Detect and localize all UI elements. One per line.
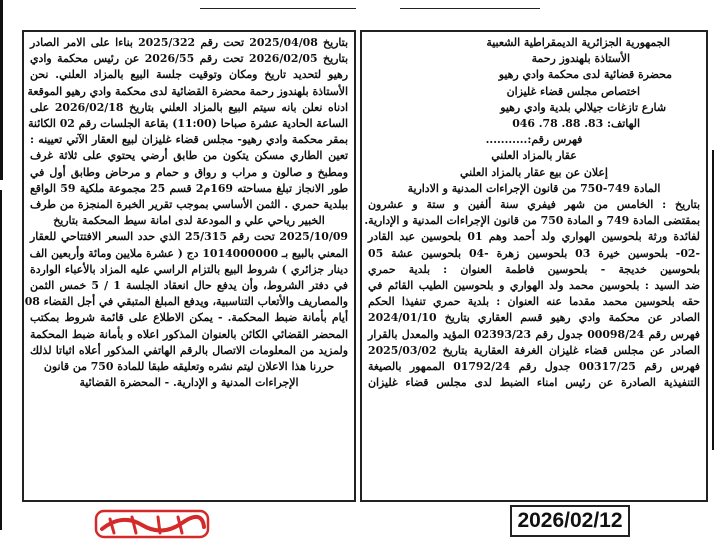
body-line: بمقتضى المادة 749 و المادة 750 من قانون الإجراءات المدنية و الإدارية. (364, 214, 700, 228)
body-line: والمصاريف والأتعاب التناسبية، ويدفع المبلغ المتبقي في أجل القضاء 08 (24, 295, 348, 309)
body-line: الصادر عن محكمة وادي رهيو قسم العقاري بتاريخ 2024/01/10 (368, 311, 700, 325)
body-line: بتاريخ 2025/04/08 تحت رقم 2025/322 بناءا على الامر الصادر (30, 36, 348, 49)
right-column (360, 30, 708, 502)
body-line: بتاريخ : الخامس من شهر فيفري سنة ألفين و ستة و عشرون (368, 198, 700, 212)
office-address: شارع تازغات جيلالي بلدية وادي رهيو (500, 100, 666, 114)
body-line: بمقر محكمة وادي رهيو- مجلس قضاء غليزان لبيع العقار الآتي تعيينه : (30, 133, 348, 147)
body-line: ادناه نعلن بانه سيتم البيع بالمزاد العلني بتاريخ 2026/02/18 على (30, 100, 348, 114)
body-line: الصادر عن مجلس قضاء غليزان الغرفة العقارية بتاريخ 2025/03/02 (368, 343, 700, 357)
court-jurisdiction: اختصاص مجلس قضاء غليزان (506, 84, 640, 98)
top-separator-left (200, 8, 356, 9)
closing-signature-line: الإجراءات المدنية و الإدارية. - المحضرة القضائية (79, 376, 299, 390)
notice-title: إعلان عن بيع عقار بالمزاد العلني (460, 165, 608, 179)
body-line: حررنا هذا الاعلان ليتم نشره وتعليقه طبقا للمادة 750 من قانون (43, 360, 335, 374)
body-line: دينار جزائري ) شروط البيع بالتزام الراسي عليه المزاد بالأعباء الواردة (30, 262, 348, 276)
body-line: -02- بلحوسين خيرة 03 بلحوسين زهرة -04 بلحوسين عشة 05 (368, 246, 701, 260)
body-line: تعين الطاري مسكن يتكون من طابق أرضي يحتوي على ثلاثة غرف (30, 149, 348, 163)
newspaper-logo-mark (92, 505, 212, 541)
body-line: الساعة الحادية عشرة صباحا (11:00) بقاعة الجلسات رقم 02 الكائنة (28, 117, 348, 131)
left-margin-rule (0, 0, 3, 180)
body-line: طور الانجاز تبلغ مساحته 169م2 قسم 25 مجموعة ملكية 59 الواقع (30, 181, 348, 195)
body-line: ولمزيد من المعلومات الاتصال بالرقم الهاتفي المذكور أعلاه اثباتا لذلك (30, 343, 348, 357)
body-line: 2025/10/09 تحت رقم 25/315 الذي حدد السعر الافتتاحي للعقار (30, 230, 348, 244)
top-separator-right (400, 8, 540, 9)
body-line: الأستاذة بلهندوز رحمة محضرة القضائية لدى محكمة وادي رهيو الموقعة (27, 84, 348, 98)
body-line: حقه بلحوسين محمد مقدما عنه العنوان : بلدية حمري تنفيذا الحكم (368, 295, 700, 309)
body-line: بلحوسين خديجة - بلحوسين فاطمة العنوان : بلدية حمري (368, 262, 700, 276)
publication-date: 2026/02/12 (510, 505, 630, 537)
legal-article: المادة 749-750 من قانون الإجراءات المدنية و الادارية (407, 181, 661, 195)
republic-header: الجمهورية الجزائرية الديمقراطية الشعبية (486, 36, 670, 49)
body-line: في دفتر الشروط، وأن يدفع حال انعقاد الجلسة 1 / 5 خمس الثمن (30, 279, 348, 293)
left-column (22, 30, 356, 502)
body-line: الخبير رياحي علي و المودعة لدى امانة سيط المحكمة بتاريخ (53, 214, 325, 228)
body-line: رهيو لتحديد تاريخ ومكان وتوقيت جلسة البيع بالمزاد العلني. نحن (30, 68, 348, 82)
notice-heading: عقار بالمزاد العلني (491, 149, 577, 163)
bailiff-court: محضرة قضائية لدى محكمة وادي رهيو (498, 68, 672, 82)
office-phone: الهاتف: 83. 88. 78. 046 (512, 117, 640, 131)
body-line: ومطبخ و صالون و مراب و رواق و حمام و مرحاض وطابق أول في (30, 165, 348, 179)
body-line: فهرس رقم 00098/24 جدول رقم 02393/23 المؤيد والمعدل بالقرار (368, 327, 700, 341)
index-number: فهرس رقم:........... (485, 133, 583, 147)
body-line: المعني بالبيع بـ 1014000000 دج ( عشرة ملايين ومائة وأربعين الف (29, 246, 348, 260)
bailiff-name: الأستاذة بلهندوز رحمة (531, 52, 630, 66)
body-line: بتاريخ 2026/02/05 تحت رقم 2026/55 عن رئيس محكمة وادي (30, 52, 349, 66)
body-line: ببلدية حمري . الثمن الأساسي بموجب تقرير الخبرة المنجزة من طرف (30, 198, 348, 212)
body-line: أيام بأمانة ضبط المحكمة. - يمكن الاطلاع على قائمة شروط بمكتب (30, 311, 348, 325)
body-line: المحضر القضائي الكائن بالعنوان المذكور اعلاه و بأمانة ضبط المحكمة (30, 327, 348, 341)
body-line: لفائدة ورثة بلحوسين الهواري ولد أحمد وهم 01 بلحوسين عبد القادر (368, 230, 701, 244)
left-margin-rule-lower (0, 190, 2, 530)
newspaper-logo (92, 505, 212, 541)
body-line: فهرس رقم 00317/25 جدول رقم 01792/24 الممهور بالصيغة (368, 360, 700, 374)
body-line: ضد السيد : بلحوسين محمد ولد الهواري و بلحوسين الطيب القائم في (368, 279, 700, 293)
body-line: التنفيذية الصادرة عن رئيس امناء الضبط لدى مجلس قضاء غليزان (368, 376, 700, 390)
